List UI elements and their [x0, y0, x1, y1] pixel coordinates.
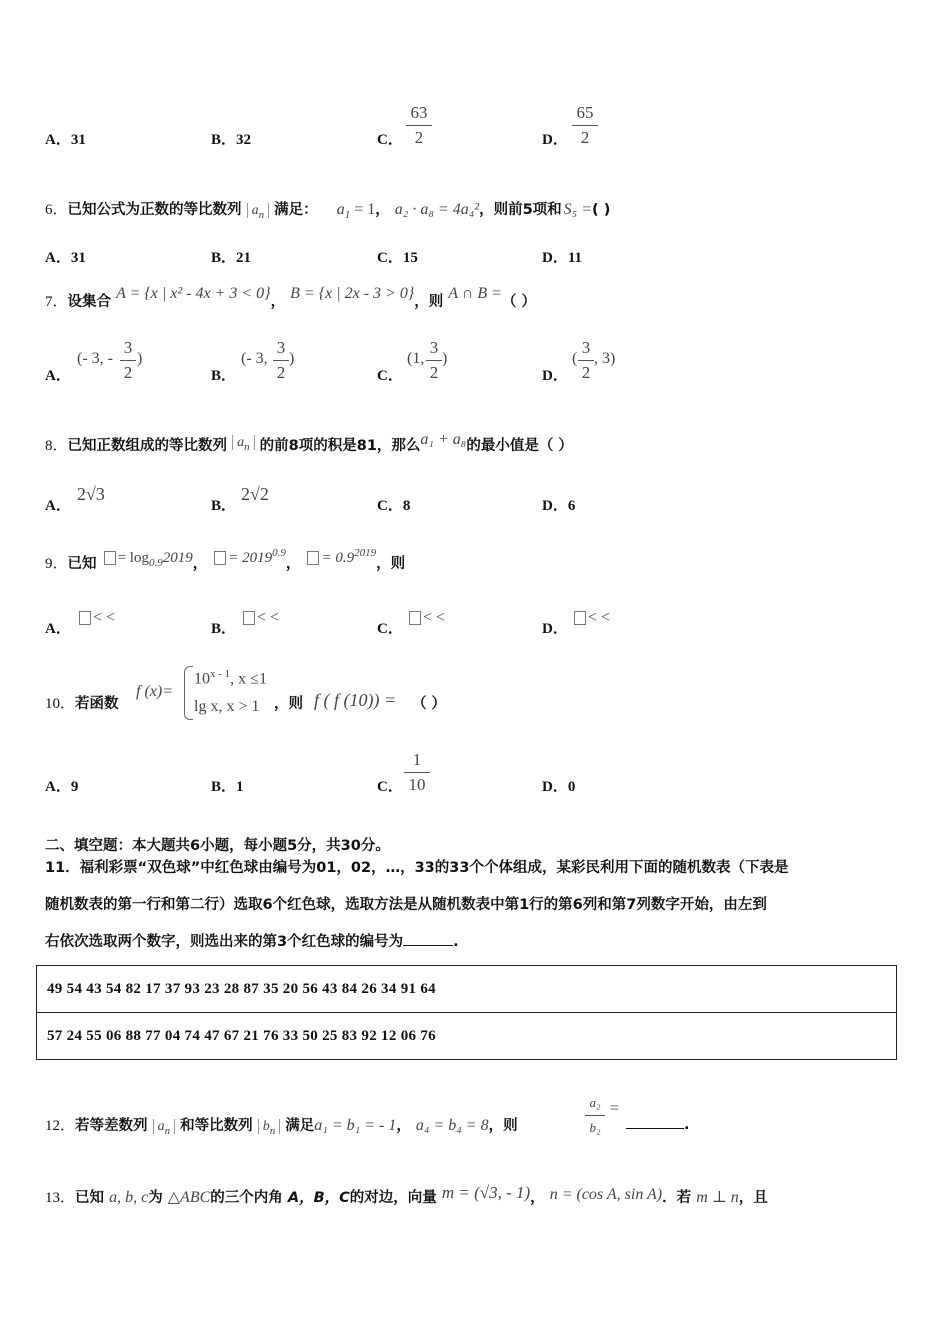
q10-stem-label: 10．若函数: [45, 696, 119, 712]
q8-option-a-value: 2√3: [77, 484, 105, 504]
q7-option-a-close: ): [137, 350, 143, 367]
q9-option-a-value: < <: [77, 609, 115, 627]
random-row-2: 57 24 55 06 88 77 04 74 47 67 21 76 33 50 25 83 92 12 06 76: [37, 1013, 897, 1060]
q8-option-b-value: 2√2: [241, 484, 269, 504]
q8-stem: 8．已知正数组成的等比数列 $a_n$ 的前8项的积是81，那么a₁ + a₈的最小值是（ ）: [45, 431, 573, 454]
q8-option-d: D．6: [542, 498, 576, 514]
q5-option-a: A．31: [45, 132, 86, 148]
q5-option-c-fraction: 63 2: [406, 103, 432, 148]
q5-option-d-label: D．: [542, 132, 568, 148]
q6-option-b: B．21: [211, 250, 252, 266]
q6-option-a: A．31: [45, 250, 86, 266]
table-row: [37, 966, 897, 1013]
q5-option-b: B．32: [211, 132, 252, 148]
q12-answer-blank[interactable]: [626, 1114, 684, 1129]
q9-option-b-label: B．: [211, 621, 237, 637]
q11-line-2: 随机数表的第一行和第二行）选取6个红色球，选取方法是从随机数表中第1行的第6列和第7列数字开始，由左到: [45, 897, 767, 913]
q6-option-c: C．15: [377, 250, 418, 266]
q10-option-c-fraction: 1 10: [404, 750, 430, 795]
q7-option-b-open: (- 3,: [241, 350, 268, 367]
q7-stem: 7．设集合 A = {x | x² - 4x + 3 < 0}， B = {x | 2x - 3 > 0}，则 A ∩ B =（ ）: [45, 285, 536, 310]
q11-answer-blank[interactable]: [403, 931, 453, 946]
q5-option-d-fraction: 65 2: [572, 103, 598, 148]
q7-option-b-close: ): [289, 350, 295, 367]
placeholder-glyph-icon: [104, 551, 116, 565]
placeholder-glyph-icon: [214, 551, 226, 565]
q6-option-d: D．11: [542, 250, 583, 266]
q10-case-1: 10$^{x - 1}$, x ≤1: [194, 668, 267, 688]
q7-option-d-fraction: 3 2: [578, 338, 594, 383]
q13-stem: 13．已知 a, b, c为 △ABC的三个内角 A，B，C的对边，向量 m = (√3, - 1)， n = (cos A, sin A)．若 m ⊥ n，且: [45, 1183, 768, 1206]
q10-option-d: D．0: [542, 779, 576, 795]
q10-option-b: B．1: [211, 779, 244, 795]
random-row-1: 49 54 43 54 82 17 37 93 23 28 87 35 20 56 43 84 26 34 91 64: [37, 966, 897, 1013]
table-row: [37, 1013, 897, 1060]
q10-paren: （ ）: [412, 696, 447, 712]
q10-case-2: lg x, x > 1: [194, 698, 260, 715]
q10-option-a: A．9: [45, 779, 79, 795]
q7-option-c-open: (1,: [407, 350, 425, 367]
q10-function-name: f (x)=: [136, 683, 173, 700]
q7-option-a-open: (- 3, -: [77, 350, 113, 367]
q9-option-d-value: < <: [572, 609, 610, 627]
q5-option-c-label: C．: [377, 132, 403, 148]
q9-option-b-value: < <: [241, 609, 279, 627]
q10-expression: f ( f (10)) =: [314, 690, 397, 710]
q10-option-c-label: C．: [377, 779, 403, 795]
q8-option-a-label: A．: [45, 498, 71, 514]
q7-option-c-label: C．: [377, 368, 403, 384]
q12-answer: .: [626, 1114, 690, 1133]
q9-option-d-label: D．: [542, 621, 568, 637]
q9-stem: 9．已知 = $\log_{0.9}2019$， = $2019^{0.9}$， = $0.9^{2019}$，则: [45, 547, 406, 572]
random-number-table: [36, 965, 897, 1060]
q8-option-b-label: B．: [211, 498, 237, 514]
q7-option-a-label: A．: [45, 368, 71, 384]
q8-option-c: C．8: [377, 498, 411, 514]
q7-option-a-fraction: 3 2: [120, 338, 136, 383]
q7-option-d-label: D．: [542, 368, 568, 384]
q7-option-c-fraction: 3 2: [426, 338, 442, 383]
q7-option-c-close: ): [442, 350, 448, 367]
q7-option-b-fraction: 3 2: [273, 338, 289, 383]
q7-option-d-open: (: [572, 350, 578, 367]
q12-equals: =: [610, 1100, 620, 1117]
section-heading-fill-in: 二、填空题：本大题共6小题，每小题5分，共30分。: [45, 838, 390, 854]
placeholder-glyph-icon: [307, 551, 319, 565]
q12-fraction: a₂ b₂: [585, 1093, 605, 1138]
q7-option-b-label: B．: [211, 368, 237, 384]
q12-stem: 12．若等差数列 $a_n$ 和等比数列 $b_n$ 满足a₁ = b₁ = - 1， a₄ = b₄ = 8，则: [45, 1117, 518, 1137]
q6-stem: 6．已知公式为正数的等比数列 $a_n$ 满足： $a_1 = 1$， a₂ · a₈ = 4a₄²，则前5项和 S₅ =( ): [45, 201, 611, 222]
q7-option-d-close: , 3): [594, 350, 616, 367]
q11-line-1: 11．福利彩票“双色球”中红色球由编号为01，02，…，33的33个个体组成，某彩民利用下面的随机数表（下表是: [45, 860, 789, 876]
q10-then: ，则: [274, 696, 303, 712]
q9-option-a-label: A．: [45, 621, 71, 637]
q9-option-c-value: < <: [407, 609, 445, 627]
q11-line-3: 右依次选取两个数字，则选出来的第3个红色球的编号为 .: [45, 924, 459, 961]
q10-brace: [184, 666, 193, 720]
q9-option-c-label: C．: [377, 621, 403, 637]
